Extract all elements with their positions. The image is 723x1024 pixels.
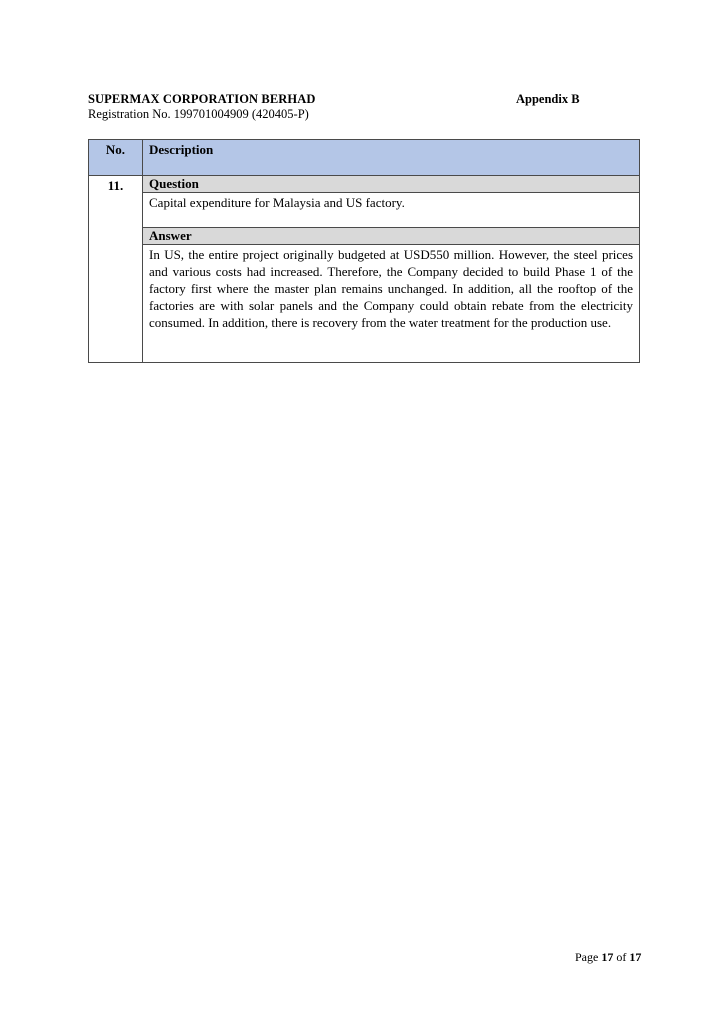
answer-label: Answer	[143, 228, 640, 245]
question-text: Capital expenditure for Malaysia and US factory.	[143, 193, 640, 228]
page-total: 17	[629, 950, 642, 964]
answer-text: In US, the entire project originally budgeted at USD550 million. However, the steel prices and various costs had increased. Therefore, the Company decided to build Phase 1 of the factory first where the master plan remains unchanged. In addition, all the rooftop of the factories are with solar panels and the Company could obtain rebate from the electricity consumed. In addition, there is recovery from the water treatment for the production use.	[143, 245, 640, 363]
of-word: of	[616, 950, 627, 964]
qa-table	[88, 139, 640, 363]
table-row	[89, 176, 640, 193]
table-row	[89, 193, 640, 228]
row-number: 11.	[89, 176, 143, 363]
question-label: Question	[143, 176, 640, 193]
registration-number: Registration No. 199701004909 (420405-P)	[88, 107, 309, 121]
table-header-row	[89, 140, 640, 176]
page-current: 17	[601, 950, 614, 964]
appendix-label: Appendix B	[516, 92, 580, 106]
page-number	[575, 950, 641, 965]
column-header-no: No.	[89, 140, 143, 176]
table-row	[89, 245, 640, 363]
page-word: Page	[575, 950, 599, 964]
company-name: SUPERMAX CORPORATION BERHAD	[88, 92, 316, 106]
column-header-description: Description	[143, 140, 640, 176]
table-row	[89, 228, 640, 245]
